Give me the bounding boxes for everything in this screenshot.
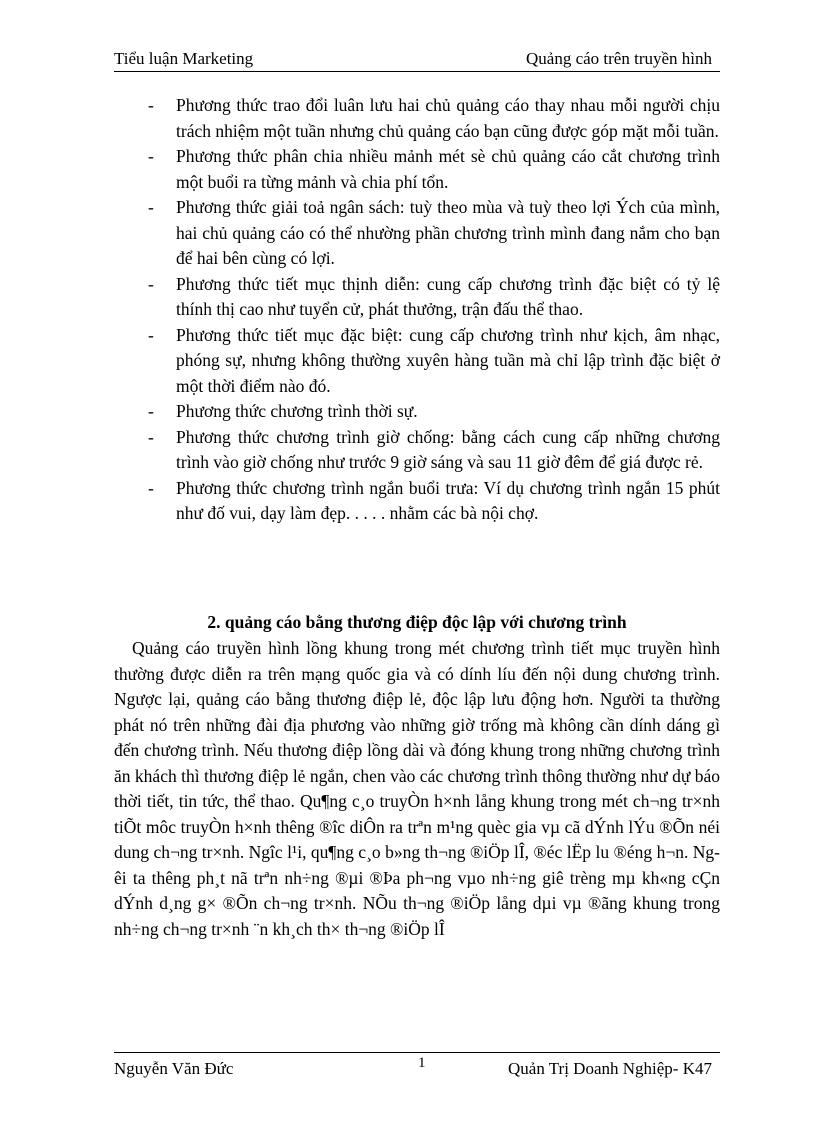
section-heading: 2. quảng cáo bằng thương điệp độc lập với chương trình: [207, 612, 627, 632]
list-item: [148, 399, 720, 425]
list-item-text: Phương thức tiết mục đặc biệt: cung cấp chương trình như kịch, âm nhạc, phóng sự, nhưng không thường xuyên hàng tuần mà chỉ lập trình đặc biệt ở một thời điểm nào đó.: [176, 324, 720, 396]
list-item-text: Phương thức chương trình thời sự.: [176, 401, 418, 421]
list-item-text: Phương thức phân chia nhiều mảnh mét sè chủ quảng cáo cắt chương trình một buổi ra từng mảnh và chia phí tổn.: [176, 146, 720, 192]
page-footer: [114, 1052, 720, 1079]
header-right-title: Quảng cáo trên truyền hình: [526, 49, 712, 68]
footer-author: Nguyễn Văn Đức: [114, 1059, 234, 1078]
bullet-dash: -: [148, 477, 154, 498]
list-item: [148, 323, 720, 400]
list-item: [148, 272, 720, 323]
list-item-text: Phương thức giải toả ngân sách: tuỳ theo mùa và tuỳ theo lợi Ých của mình, hai chủ quảng cáo có thể nhường phần chương trình mình đang nắm cho bạn để hai bên cùng có lợi.: [176, 197, 720, 268]
footer-course: Quản Trị Doanh Nghiệp- K47: [508, 1059, 712, 1078]
list-item: [148, 93, 720, 144]
list-item-text: Phương thức trao đổi luân lưu hai chủ quảng cáo thay nhau mỗi người chịu trách nhiệm một tuần nhưng chủ quảng cáo bạn cũng được góp mặt mỗi tuần.: [176, 95, 720, 141]
bullet-dash: -: [148, 401, 154, 421]
bullet-dash: -: [148, 197, 154, 217]
list-item-text: Phương thức tiết mục thịnh diễn: cung cấp chương trình đặc biệt có tỷ lệ thính thị cao như tuyển cử, phát thưởng, trận đấu thể thao.: [176, 273, 720, 319]
list-item: [148, 144, 720, 195]
method-bullet-list: [148, 93, 720, 527]
page-number: 1: [418, 1055, 426, 1071]
header-left-title: Tiểu luận Marketing: [114, 49, 254, 68]
bullet-dash: -: [148, 95, 154, 115]
list-item: [148, 476, 720, 527]
list-item-text: Phương thức chương trình giờ chống: bằng cách cung cấp những chương trình vào giờ chống như trước 9 giờ sáng và sau 11 giờ đêm để giá được rẻ.: [176, 426, 720, 472]
bullet-dash: -: [148, 426, 154, 447]
list-item: [148, 195, 720, 272]
body-paragraph: Quảng cáo truyền hình lồng khung trong mét chương trình tiết mục truyền hình thường được diễn ra trên mạng quốc gia và có dính líu đến nội dung chương trình. Ngược lại, quảng cáo bằng thương điệp lẻ, độc lập lưu động hơn. Người ta thường phát nó trên những đài địa phương vào những giờ trống mà không cần dính dáng gì đến chương trình. Nếu thương điệp lồng dài và đóng khung trong những chương trình ăn khách thì thương điệp lẻ ngắn, chen vào các chương trình thông thường như dự báo thời tiết, tin tức, thể thao. Qu¶ng c¸o truyÒn h×nh lång khung trong mét ch¬ng tr×nh tiÕt môc truyÒn h×nh thêng ®îc diÔn ra trªn m¹ng quèc gia vµ cã dÝnh lÝu ®Õn néi dung ch¬ng tr×nh. Ngîc l¹i, qu¶ng c¸o b»ng th¬ng ®iÖp lÎ, ®éc lËp lu ®éng h¬n. Ngêi ta thêng ph¸t nã trªn nh÷ng ®µi ®Þa ph¬ng vµo nh÷ng giê trèng mµ kh«ng cÇn dÝnh d¸ng g× ®Õn ch¬ng tr×nh. NÕu th¬ng ®iÖp lång dµi vµ ®ãng khung trong nh÷ng ch¬ng tr×nh ¨n kh¸ch th× th¬ng ®iÖp lÎ: [114, 638, 720, 939]
bullet-dash: -: [148, 273, 154, 294]
list-item: [148, 425, 720, 476]
page-header: [114, 47, 720, 72]
list-item-text: Phương thức chương trình ngắn buổi trưa: Ví dụ chương trình ngắn 15 phút như đố vui, dạy làm đẹp. . . . . nhằm các bà nội chợ.: [176, 477, 720, 523]
bullet-dash: -: [148, 324, 154, 345]
bullet-dash: -: [148, 146, 154, 166]
